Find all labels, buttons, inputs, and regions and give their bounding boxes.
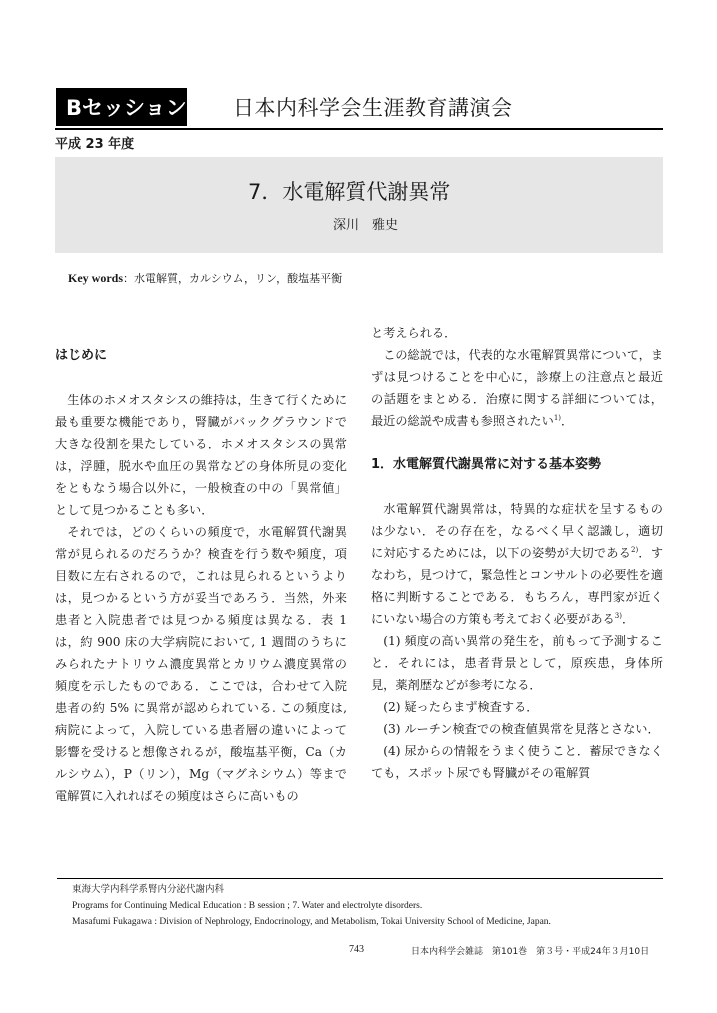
keywords-label: Key words bbox=[68, 271, 123, 285]
paragraph-text: 水電解質代謝異常は，特異的な症状を呈するものは少ない．その存在を，なるべく早く認識し，適切に対応するためには，以下の姿勢が大切である bbox=[371, 502, 663, 560]
series-title: 日本内科学会生涯教育講演会 bbox=[233, 96, 513, 120]
session-tag: Bセッション bbox=[56, 88, 187, 126]
footer-notes bbox=[72, 882, 551, 930]
reference-mark: 3) bbox=[614, 611, 622, 620]
journal-citation: 日本内科学会雑誌 第101巻 第３号・平成24年３月10日 bbox=[411, 947, 650, 957]
paragraph-text: ．すなわち，見つけて，緊急性とコンサルトの必要性を適格に判断することである．もちろん，専門家が近くにいない場合の方策も考えておく必要がある bbox=[371, 546, 664, 626]
intro-heading: はじめに bbox=[55, 348, 108, 363]
affiliation: 東海大学内科学系腎内分泌代謝内科 bbox=[72, 885, 225, 895]
list-item: (3) ルーチン検査での検査値異常を見落とさない． bbox=[383, 722, 660, 736]
reference-mark: 1) bbox=[553, 413, 561, 422]
section-heading: 1．水電解質代謝異常に対する基本姿勢 bbox=[371, 457, 602, 472]
keywords-terms: 水電解質，カルシウム，リン，酸塩基平衡 bbox=[134, 272, 343, 285]
footer-divider bbox=[57, 878, 663, 879]
paragraph-text: ． bbox=[561, 414, 574, 428]
reference-mark: 2) bbox=[631, 545, 639, 554]
paragraph: それでは，どのくらいの頻度で，水電解質代謝異常が見られるのだろうか？検査を行う数や頻度，項目数に左右されるので，これは見られるというよりは，見つかるという方が妥当であろう．当然，外来患者と入院患者では見つかる頻度は異なる．表 1 は，約 900 床の大学病院において, 1 週間のうちにみられたナトリウム濃度異常とカリウム濃度異常の頻度を示したものである．ここでは，合わせて入院患者の約 5% に異常が認められている. この頻度は, 病院によって，入院している患者層の違いによって影響を受けると想像されるが，酸塩基平衡，Ca（カルシウム），P（リン），Mg（マグネシウム）等まで電解質に入れればその頻度はさらに高いもの bbox=[55, 525, 347, 803]
article-title: 7．水電解質代謝異常 bbox=[248, 180, 451, 204]
article-author: 深川 雅史 bbox=[333, 218, 399, 233]
keywords-separator: ： bbox=[123, 272, 134, 285]
paragraph: と考えられる． bbox=[371, 326, 457, 340]
program-line: Programs for Continuing Medical Education : B session ; 7. Water and electrolyte disorders. bbox=[72, 901, 423, 911]
right-column bbox=[371, 322, 663, 784]
paragraph bbox=[371, 498, 663, 630]
fiscal-year: 平成 23 年度 bbox=[55, 137, 135, 152]
list-item: (1) 頻度の高い異常の発生を，前もって予測すること．それには，患者背景として，原疾患，身体所見，薬剤歴などが参考になる． bbox=[371, 634, 663, 692]
keywords bbox=[68, 270, 342, 286]
paragraph: 生体のホメオスタシスの維持は，生きて行くために最も重要な機能であり，腎臓がバックグラウンドで大きな役割を果たしている．ホメオスタシスの異常は，浮腫，脱水や血圧の異常などの身体所見の変化をともなう場合以外に，一般検査の中の「異常値」として見つかることも多い． bbox=[55, 393, 348, 517]
paragraph bbox=[371, 344, 663, 432]
list-item: (2) 疑ったらまず検査する． bbox=[383, 700, 539, 714]
paragraph-text: この総説では，代表的な水電解質異常について，まずは見つけることを中心に，診療上の注意点と最近の話題をまとめる．治療に関する詳細については，最近の総説や成書も参照されたい bbox=[371, 348, 664, 428]
left-column bbox=[55, 334, 347, 807]
page-number: 743 bbox=[349, 944, 364, 955]
paragraph-text: ． bbox=[621, 612, 635, 626]
author-affiliation-en: Masafumi Fukagawa : Division of Nephrology, Endocrinology, and Metabolism, Tokai University School of Medicine, Japan. bbox=[72, 917, 551, 927]
list-item: (4) 尿からの情報をうまく使うこと．蓄尿できなくても，スポット尿でも腎臓がその電解質 bbox=[371, 744, 663, 780]
